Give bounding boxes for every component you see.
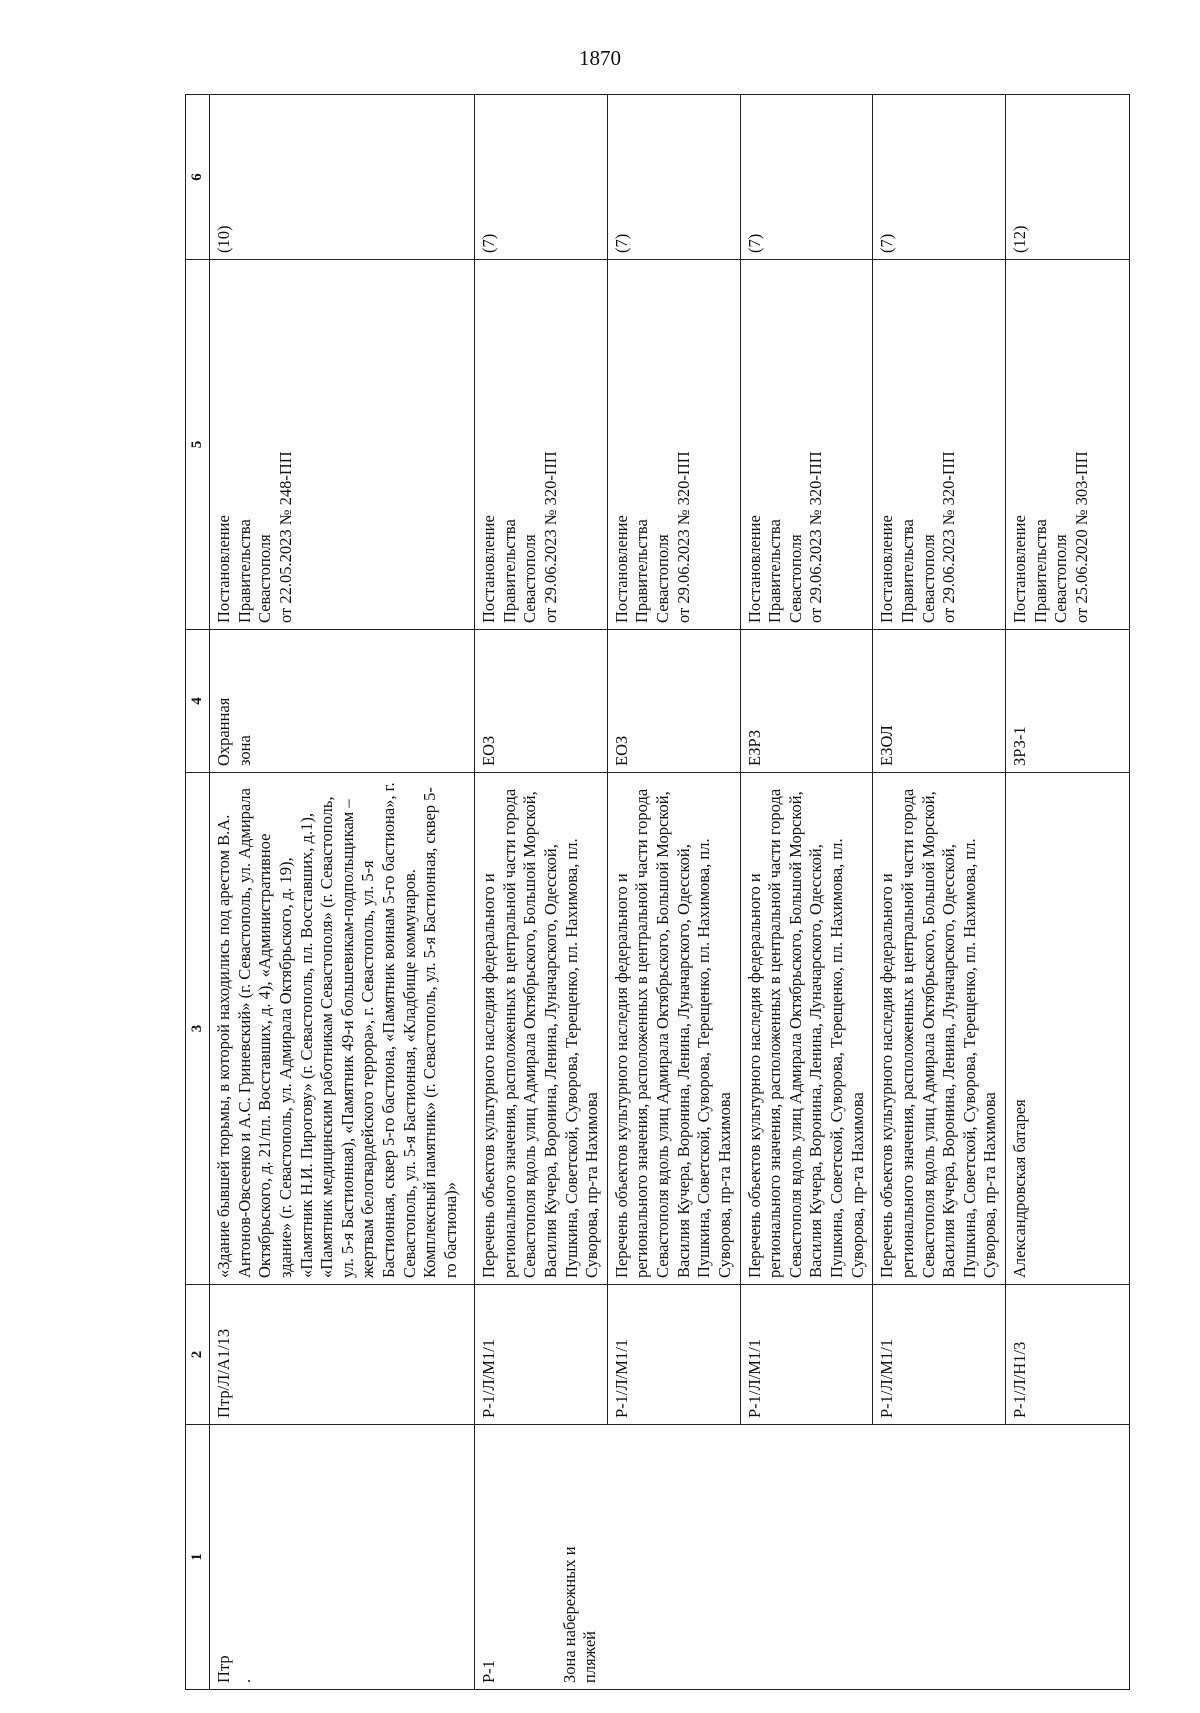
registry-code: Р-1/Л/М1/1 [873,1285,1006,1425]
zone-name-line: Зона набережных и [559,1546,579,1683]
decree-line: Севастополя [653,534,672,623]
registry-code: Р-1/Л/Н1/3 [1006,1285,1130,1425]
reference-number: (7) [873,95,1006,260]
reference-number: (7) [607,95,740,260]
header-cell: 3 [186,773,210,1285]
decree-line: Севастополя [1051,534,1071,623]
zone-type: ЕОЗ [475,630,608,773]
zone-type: ЕЗРЗ [740,630,873,773]
registry-code: Р-1/Л/М1/1 [607,1285,740,1425]
registry-code: Птр/Л/А1/13 [210,1285,475,1425]
decree-line: от 29.06.2023 № 320-ПП [939,451,959,623]
decree-cell [607,260,740,630]
zone-type: ЗРЗ-1 [1006,630,1130,773]
zone-type-line: зона [234,735,254,766]
zoning-table [185,94,1130,1690]
decree-line: Постановление [877,515,897,623]
decree-line: Постановление [214,515,233,623]
decree-line: Правительства [765,519,785,623]
decree-line: Постановление [744,515,764,623]
zone-name [560,1431,601,1683]
page-number: 1870 [579,46,621,70]
object-description: Перечень объектов культурного наследия федерального и регионального значения, расположенных в центральной части города Севастополя вдоль улиц Адмирала Октябрьского, Большой Морской, Василия Кучера, Воронина, Ленина, Луначарского, Одесской, Пушкина, Советской, Суворова, Терещенко, пл. Нахимова, пл. Суворова, пр-та Нахимова [475,773,608,1285]
decree-line: Правительства [897,519,917,623]
header-cell: 4 [186,630,210,773]
zone-code: Р-1 [479,1660,498,1683]
decree-line: Правительства [632,519,652,623]
decree-line: Севастополя [785,534,805,623]
object-description: «Здание бывшей тюрьмы, в которой находились под арестом В.А. Антонов-Овсеенко и А.С. Гриневский» (г. Севастополь, ул. Адмирала Октябрьского, д. 21/пл. Восставших, д. 4), «Административное здание» (г. Севастополь, ул. Адмирала Октябрьского, д. 19), «Памятник Н.И. Пирогову» (г. Севастополь, пл. Восставших, д.1), «Памятник медицинским работникам Севастополя» (г. Севастополь, ул. 5-я Бастионная), «Памятник 49-и большевикам-подпольщикам – жертвам белогвардейского террора», г. Севастополь, ул. 5-я Бастионная, сквер 5-го бастиона, «Памятник воинам 5-го бастиона», г. Севастополь, ул. 5-я Бастионная, «Кладбище коммунаров. Комплексный памятник» (г. Севастополь, ул. 5-я Бастионная, сквер 5-го бастиона)» [210,773,475,1285]
header-cell: 6 [186,95,210,260]
header-row [186,95,210,1690]
decree-line: Севастополя [255,534,275,623]
decree-line: Правительства [1030,519,1050,623]
zone-type-cell [210,630,475,773]
zone-type: ЕОЗ [607,630,740,773]
zone-name-line: пляжей [580,1631,600,1683]
decree-cell [1006,260,1130,630]
zone-code-cell [210,1425,475,1690]
reference-number: (7) [740,95,873,260]
table-row [210,95,475,1690]
decree-cell [740,260,873,630]
zone-code: Птр [214,1655,233,1683]
decree-line: Постановление [611,515,631,623]
decree-line: Постановление [479,515,498,623]
object-description: Перечень объектов культурного наследия федерального и регионального значения, расположенных в центральной части города Севастополя вдоль улиц Адмирала Октябрьского, Большой Морской, Василия Кучера, Воронина, Ленина, Луначарского, Одесской, Пушкина, Советской, Суворова, Терещенко, пл. Нахимова, пл. Суворова, пр-та Нахимова [607,773,740,1285]
decree-line: Севастополя [918,534,938,623]
object-description: Александровская батарея [1006,773,1130,1285]
decree-line: Постановление [1010,515,1029,623]
registry-code: Р-1/Л/М1/1 [475,1285,608,1425]
decree-cell [873,260,1006,630]
zone-code-mark: . [234,1678,254,1683]
object-description: Перечень объектов культурного наследия федерального и регионального значения, расположенных в центральной части города Севастополя вдоль улиц Адмирала Октябрьского, Большой Морской, Василия Кучера, Воронина, Ленина, Луначарского, Одесской, Пушкина, Советской, Суворова, Терещенко, пл. Нахимова, пл. Суворова, пр-та Нахимова [740,773,873,1285]
reference-number: (12) [1006,95,1130,260]
decree-line: от 25.06.2020 № 303-ПП [1071,451,1091,623]
header-cell: 2 [186,1285,210,1425]
header-cell: 1 [186,1425,210,1690]
decree-line: Правительства [499,519,519,623]
reference-number: (10) [210,95,475,260]
zone-code-cell [475,1425,1130,1690]
decree-cell [210,260,475,630]
registry-code: Р-1/Л/М1/1 [740,1285,873,1425]
decree-line: от 29.06.2023 № 320-ПП [806,451,826,623]
zone-type-line: Охранная [214,697,233,766]
decree-line: Севастополя [520,534,540,623]
decree-cell [475,260,608,630]
header-cell: 5 [186,260,210,630]
table-row [475,95,608,1690]
rotated-table-wrapper [185,95,1090,1690]
zone-type: ЕЗОЛ [873,630,1006,773]
reference-number: (7) [475,95,608,260]
object-description: Перечень объектов культурного наследия федерального и регионального значения, расположенных в центральной части города Севастополя вдоль улиц Адмирала Октябрьского, Большой Морской, Василия Кучера, Воронина, Ленина, Луначарского, Одесской, Пушкина, Советской, Суворова, Терещенко, пл. Нахимова, пл. Суворова, пр-та Нахимова [873,773,1006,1285]
decree-line: от 29.06.2023 № 320-ПП [540,451,560,623]
decree-line: Правительства [234,519,254,623]
decree-line: от 22.05.2023 № 248-ПП [275,451,295,623]
decree-line: от 29.06.2023 № 320-ПП [673,451,693,623]
